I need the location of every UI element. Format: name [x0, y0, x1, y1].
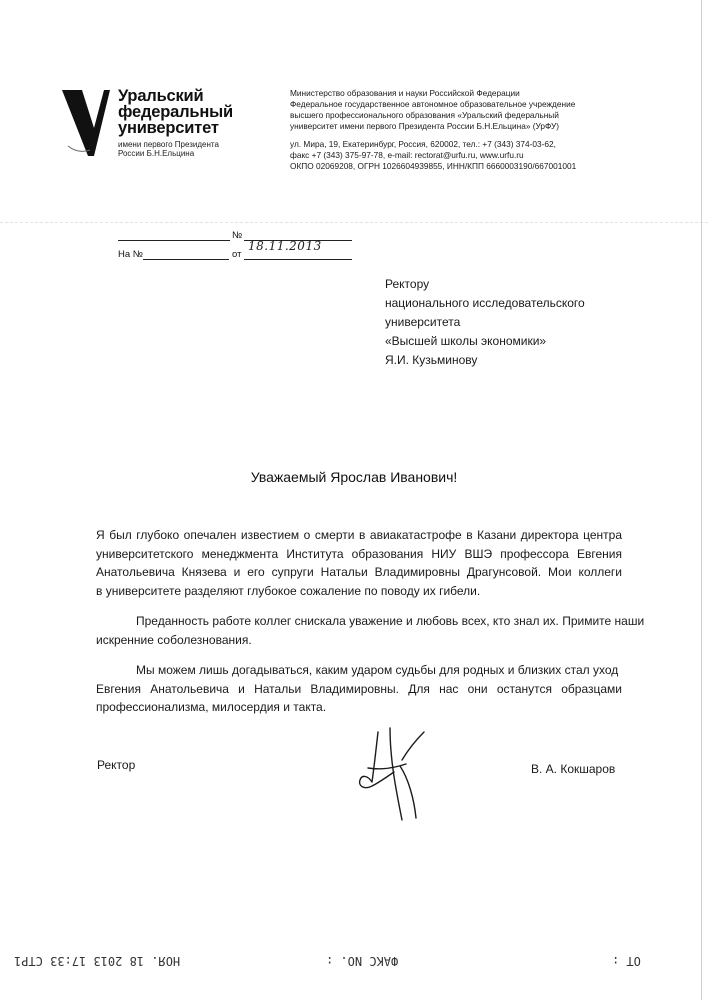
contact-line: ул. Мира, 19, Екатеринбург, Россия, 620002, тел.: +7 (343) 374-03-62, — [290, 139, 556, 149]
reply-label: На № — [118, 249, 143, 260]
date-line — [244, 259, 352, 260]
university-name — [118, 88, 233, 136]
body-line: профессионализма, милосердия и такта. — [96, 700, 327, 714]
university-name-line: федеральный — [118, 103, 233, 121]
addressee-block — [385, 275, 645, 370]
signatory-name: В. А. Кокшаров — [531, 762, 616, 776]
university-name-line: университет — [118, 119, 219, 137]
body-line: университетского менеджмента Института образования НИУ ВШЭ профессора Евгения — [96, 546, 622, 561]
handwritten-signature-icon — [350, 720, 440, 830]
outgoing-number-line — [118, 240, 230, 241]
addressee-line: университета — [385, 315, 461, 329]
university-subtitle-line: России Б.Н.Ельцина — [118, 149, 195, 158]
fax-timestamp: НОЯ. 18 2013 17:33 СТР1 — [14, 954, 181, 968]
paragraph-condolence — [96, 526, 622, 600]
body-line: в университете разделяют глубокое сожаление по поводу их гибели. — [96, 583, 481, 598]
institution-line: Федеральное государственное автономное образовательное учреждение — [290, 99, 576, 109]
fax-from-label: ОТ : — [612, 954, 641, 968]
addressee-line: национального исследовательского — [385, 296, 585, 310]
body-line: Преданность работе коллег снискала уважение и любовь всех, кто знал их. Примите наши — [136, 614, 645, 628]
reply-number-line — [143, 259, 229, 260]
university-logo-text — [118, 88, 233, 158]
paragraph-respect — [96, 612, 645, 649]
scan-edge — [701, 0, 702, 1000]
university-subtitle-line: имени первого Президента — [118, 140, 219, 149]
handwritten-date: 18.11.2013 — [248, 239, 322, 253]
scan-band — [0, 222, 708, 223]
university-name-line: Уральский — [118, 87, 204, 105]
addressee-line: «Высшей школы экономики» — [385, 334, 547, 348]
body-line: искренние соболезнования. — [96, 632, 252, 647]
body-line: Анатольевича Князева и его супруги Натальи Владимировны Драгунсовой. Мои коллеги — [96, 565, 622, 579]
addressee-line: Ректору — [385, 277, 430, 291]
letter-body — [96, 526, 645, 717]
urfu-logo-icon — [60, 88, 112, 158]
addressee-line: Я.И. Кузьминову — [385, 353, 478, 367]
institution-line: высшего профессионального образования «Уральский федеральный — [290, 110, 559, 120]
letterhead — [290, 88, 620, 172]
institution-line: университет имени первого Президента России Б.Н.Ельцина» (УрФУ) — [290, 121, 559, 131]
salutation: Уважаемый Ярослав Иванович! — [250, 469, 458, 485]
signatory-title: Ректор — [97, 758, 136, 772]
university-subtitle — [118, 140, 233, 158]
ministry-line: Министерство образования и науки Российской Федерации — [290, 88, 520, 98]
body-line: Мы можем лишь догадываться, каким ударом судьбы для родных и близких стал уход — [136, 663, 619, 677]
number-label: № — [232, 230, 243, 241]
fax-number-label: ФАКС NO. : — [326, 954, 399, 968]
body-line: Я был глубоко опечален известием о смерти в авиакатастрофе в Казани директора центра — [96, 528, 622, 542]
date-label: от — [232, 249, 242, 260]
body-line: Евгения Анатольевича и Натальи Владимировны. Для нас они останутся образцами — [96, 681, 622, 696]
contact-line: ОКПО 02069208, ОГРН 1026604939855, ИНН/КПП 6660003190/667001001 — [290, 161, 577, 171]
paragraph-memory — [96, 661, 622, 717]
contact-line: факс +7 (343) 375-97-78, e-mail: rectorat@urfu.ru, www.urfu.ru — [290, 150, 524, 160]
